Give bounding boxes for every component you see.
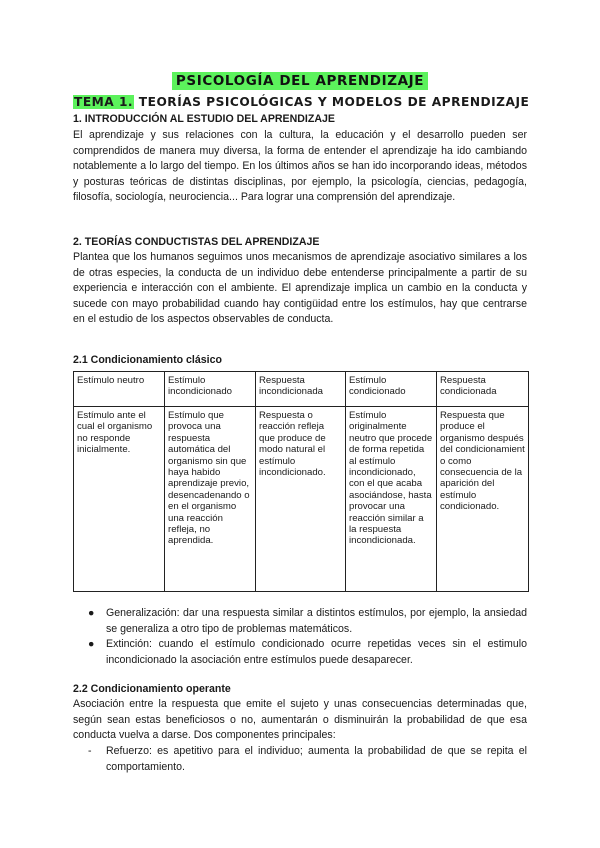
table-header: Respuesta incondicionada xyxy=(256,372,346,407)
table-cell: Estímulo originalmente neutro que procede de forma repetida al estímulo incondicionado, con el que acaba asociándose, hasta provocar una reacción similar a la respuesta incondicionada. xyxy=(346,407,437,592)
dash-icon: - xyxy=(88,745,92,757)
table-cell: Respuesta o reacción refleja que produce de modo natural el estímulo incondicionado. xyxy=(256,407,346,592)
section-2-1-heading: 2.1 Condicionamiento clásico xyxy=(73,354,222,366)
table-header: Respuesta condicionada xyxy=(437,372,529,407)
tema-heading xyxy=(73,95,533,109)
dash-text: Refuerzo: es apetitivo para el individuo; aumenta la probabilidad de que se repita el comportamiento. xyxy=(106,745,527,773)
table-cell: Estímulo que provoca una respuesta automática del organismo sin que haya habido aprendizaje previo, desencadenando o en el organismo una reacción refleja, no aprendida. xyxy=(165,407,256,592)
tema-title: TEORÍAS PSICOLÓGICAS Y MODELOS DE APRENDIZAJE xyxy=(134,95,530,109)
conditioning-table xyxy=(73,371,529,592)
bullet-list xyxy=(86,606,527,668)
section-2-2-text: Asociación entre la respuesta que emite el sujeto y unas consecuencias determinadas que, según sean estas beneficiosos o no, aumentarán o disminuirán la probabilidad de que esa conducta vuelva a darse. Dos componentes principales: xyxy=(73,698,527,742)
bullet-text: Generalización: dar una respuesta similar a distintos estímulos, por ejemplo, la ansiedad se generaliza a otro tipo de problemas matemáticos. xyxy=(106,607,527,635)
table-header: Estímulo incondicionado xyxy=(165,372,256,407)
table-row xyxy=(74,407,529,592)
list-item xyxy=(86,744,527,775)
bullet-text: Extinción: cuando el estímulo condicionado ocurre repetidas veces sin el estimulo incondicionado la asociación entre estímulos puede desaparecer. xyxy=(106,638,527,666)
table-cell: Respuesta que produce el organismo después del condicionamient o como consecuencia de la aparición del estímulo condicionado. xyxy=(437,407,529,592)
list-item xyxy=(86,606,527,637)
document-title: PSICOLOGÍA DEL APRENDIZAJE xyxy=(172,72,428,90)
table-cell: Estímulo ante el cual el organismo no responde inicialmente. xyxy=(74,407,165,592)
table-header: Estímulo condicionado xyxy=(346,372,437,407)
table-header-row xyxy=(74,372,529,407)
section-2-text: Plantea que los humanos seguimos unos mecanismos de aprendizaje asociativo similares a los de otras especies, la conducta de un individuo debe entenderse principalmente a partir de su experiencia e interacción con el ambiente. El aprendizaje implica un cambio en la conducta y sucede con mayo probabilidad cuando hay contigüidad entre los estímulos, hay que centrarse en el estudio de los aspectos observables de conducta. xyxy=(73,251,527,326)
section-2-2-heading: 2.2 Condicionamiento operante xyxy=(73,683,231,695)
bullet-icon: ● xyxy=(88,638,95,651)
section-1-text: El aprendizaje y sus relaciones con la cultura, la educación y el desarrollo pueden ser comprendidos de manera muy diversa, la forma de entender el aprendizaje ha ido cambiando notablemente a lo largo del tiempo. En los últimos años se han ido incorporando ideas, métodos y posturas teóricas de distintas disciplinas, por ejemplo, la psicología, ciencias, pedagogía, filosofía, sociología, neurociencia... Para lograr una comprensión del aprendizaje. xyxy=(73,129,527,204)
dash-list xyxy=(86,744,527,775)
list-item xyxy=(86,637,527,668)
bullet-icon: ● xyxy=(88,607,95,619)
title-wrap xyxy=(0,72,600,90)
tema-label: TEMA 1. xyxy=(74,95,134,109)
section-2-heading: 2. TEORÍAS CONDUCTISTAS DEL APRENDIZAJE xyxy=(73,236,320,248)
table-header: Estímulo neutro xyxy=(74,372,165,407)
section-1-heading: 1. INTRODUCCIÓN AL ESTUDIO DEL APRENDIZAJE xyxy=(73,113,335,125)
